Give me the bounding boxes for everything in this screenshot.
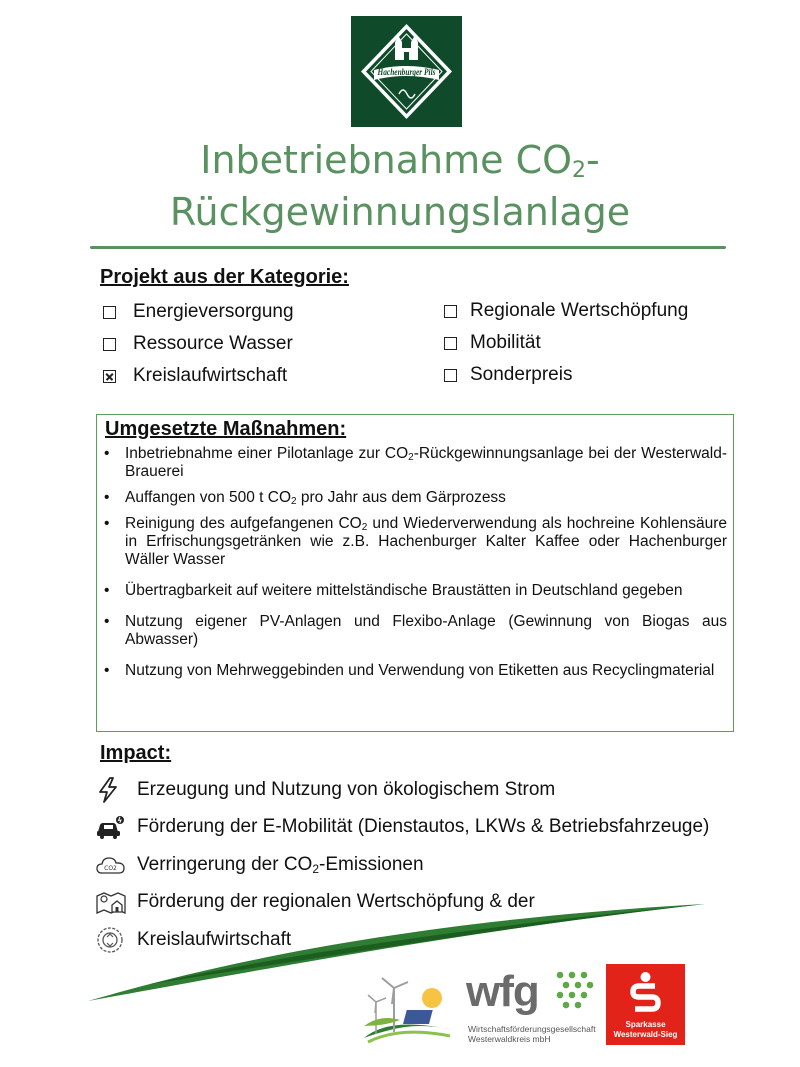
sparkasse-name-line-1: Sparkasse [625, 1020, 666, 1029]
title-hyphen: - [586, 138, 600, 182]
title-subscript: 2 [572, 158, 587, 183]
category-item-ressource-wasser [103, 332, 293, 356]
category-item-energieversorgung [103, 300, 294, 324]
impact-text: Kreislaufwirtschaft [137, 929, 292, 950]
sparkasse-logo [606, 964, 685, 1045]
electric-car-icon [95, 812, 127, 842]
category-label: Mobilität [470, 332, 541, 353]
title-line-2: Rückgewinnungslanlage [169, 190, 631, 234]
wfg-dots-graphic [554, 970, 594, 1014]
impact-text: Förderung der regionalen Wertschöpfung & der [137, 891, 535, 912]
category-item-kreislaufwirtschaft [103, 364, 287, 388]
list-item: • Nutzung von Mehrweggebinden und Verwendung von Etiketten aus Recyclingmaterial [104, 662, 727, 680]
checkbox-mobilitaet [444, 337, 457, 350]
sparkasse-s-icon [606, 964, 685, 1020]
checkbox-regionale-wertschoepfung [444, 305, 457, 318]
list-item: • Auffangen von 500 t $CO_2$ pro Jahr aus dem Gärprozess [104, 489, 727, 507]
list-item: • Inbetriebnahme einer Pilotanlage zur $CO_2$-Rückgewinnungsanlage bei der Westerwald-Brauerei [104, 445, 727, 481]
wfg-logo [466, 966, 598, 1046]
title-line-1 [0, 134, 800, 186]
measures-list [104, 445, 727, 680]
sustainability-logo [360, 968, 456, 1048]
sparkasse-name-line-2: Westerwald-Sieg [613, 1030, 678, 1039]
brand-logo [351, 16, 462, 127]
category-item-regionale-wertschoepfung [444, 299, 688, 323]
impact-text: Erzeugung und Nutzung von ökologischem Strom [137, 779, 556, 800]
title-divider [90, 246, 726, 249]
category-item-mobilitaet [444, 331, 541, 355]
impact-text: Förderung der E-Mobilität (Dienstautos, LKWs & Betriebsfahrzeuge) [137, 816, 710, 837]
co2-icon-label: CO2 [104, 865, 117, 872]
hachenburger-logo-image [351, 16, 462, 127]
wfg-name-line-2: Westerwaldkreis mbH [468, 1034, 551, 1044]
category-item-sonderpreis [444, 363, 572, 387]
list-item: • Übertragbarkeit auf weitere mittelständische Braustätten in Deutschland gegeben [104, 582, 727, 600]
wfg-name-line-1: Wirtschaftsförderungsgesellschaft [468, 1024, 596, 1034]
wfg-wordmark: wfg [466, 967, 539, 1016]
page-title [0, 134, 800, 238]
category-label: Kreislaufwirtschaft [133, 365, 288, 386]
impact-item-co2 [95, 850, 424, 880]
impact-item-e-mobilitaet [95, 812, 709, 842]
impact-item-strom [95, 775, 555, 805]
category-label: Regionale Wertschöpfung [470, 300, 689, 321]
category-label: Energieversorgung [133, 301, 294, 322]
category-label: Sonderpreis [470, 364, 573, 385]
impact-heading: Impact: [100, 742, 172, 764]
co2-cloud-icon [95, 850, 127, 880]
measures-heading: Umgesetzte Maßnahmen: [105, 418, 347, 440]
list-item: • Reinigung des aufgefangenen $CO_2$ und Wiederverwendung als hochreine Kohlensäure in Erfrischungsgetränken wie z.B. Hachenburger Kalter Kaffee oder Hachenburger Wäller Wasser [104, 515, 727, 569]
title-line-1-text: Inbetriebnahme CO [200, 138, 573, 182]
lightning-icon [95, 775, 127, 805]
impact-text: Verringerung der $CO_2$-Emissionen [137, 854, 424, 876]
category-heading: Projekt aus der Kategorie: [100, 266, 349, 288]
checkbox-energieversorgung [103, 306, 116, 319]
checkbox-sonderpreis [444, 369, 457, 382]
checkbox-kreislaufwirtschaft-checked [103, 370, 116, 383]
category-label: Ressource Wasser [133, 333, 293, 354]
checkbox-ressource-wasser [103, 338, 116, 351]
logo-wordmark: Hachenburger Pils [376, 67, 436, 77]
list-item: • Nutzung eigener PV-Anlagen und Flexibo-Anlage (Gewinnung von Biogas aus Abwasser) [104, 613, 727, 649]
